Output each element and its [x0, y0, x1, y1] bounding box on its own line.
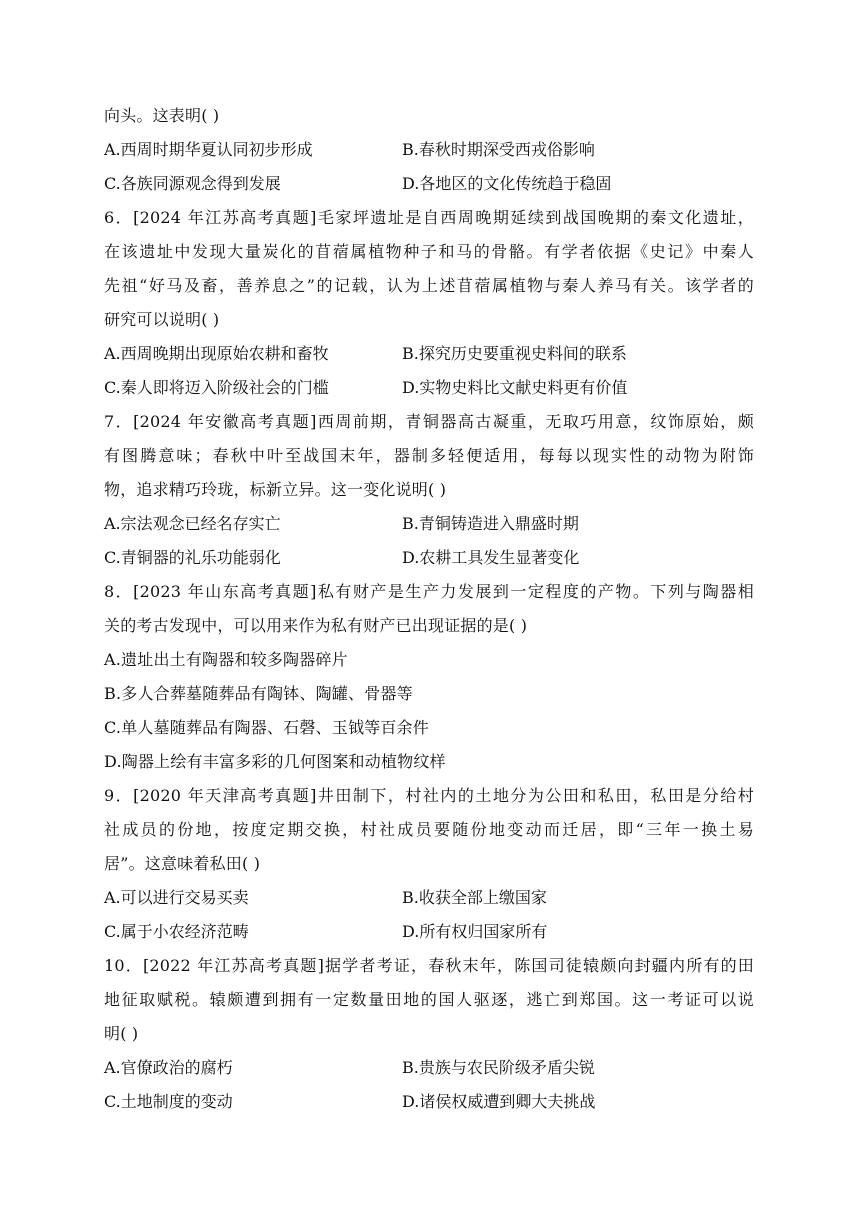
- q9-stem-line-3: 居”。这意味着私田( ): [104, 854, 261, 873]
- q7-stem-line-2: 有图腾意味；春秋中叶至战国末年，器制多轻便适用，每每以现实性的动物为附饰: [104, 446, 754, 465]
- q10-stem-line-2: 地征取赋税。辕颇遭到拥有一定数量田地的国人驱逐，逃亡到郑国。这一考证可以说: [104, 990, 754, 1009]
- q5-options-row-2: [104, 167, 754, 201]
- q9-option-a[interactable]: A.可以进行交易买卖: [104, 888, 249, 907]
- q6-stem-line-2: 在该遗址中发现大量炭化的苜蓿属植物种子和马的骨骼。有学者依据《史记》中秦人: [104, 242, 754, 261]
- q10-option-d[interactable]: D.诸侯权威遭到卿大夫挑战: [402, 1092, 596, 1111]
- q9-option-c[interactable]: C.属于小农经济范畴: [104, 922, 249, 941]
- q7-stem-line-3: 物，追求精巧玲珑，标新立异。这一变化说明( ): [104, 480, 447, 499]
- q6-stem-line-4: 研究可以说明( ): [104, 310, 220, 329]
- q5-stem-end: 向头。这表明( ): [104, 106, 220, 125]
- q5-option-b[interactable]: B.春秋时期深受西戎俗影响: [402, 140, 595, 159]
- q10-stem-line-3: 明( ): [104, 1024, 139, 1043]
- q6-option-b[interactable]: B.探究历史要重视史料间的联系: [402, 344, 627, 363]
- q8-option-c[interactable]: C.单人墓随葬品有陶器、石磬、玉钺等百余件: [104, 718, 429, 737]
- q8-stem-line-1: 8．[2023 年山东高考真题]私有财产是生产力发展到一定程度的产物。下列与陶器相: [104, 582, 754, 601]
- q10-option-b[interactable]: B.贵族与农民阶级矛盾尖锐: [402, 1058, 595, 1077]
- q9-option-d[interactable]: D.所有权归国家所有: [402, 922, 548, 941]
- q7-options-row-2: [104, 541, 754, 575]
- q8-option-a[interactable]: A.遗址出土有陶器和较多陶器碎片: [104, 650, 348, 669]
- q10-option-c[interactable]: C.土地制度的变动: [104, 1092, 233, 1111]
- q7-stem-line-1: 7．[2024 年安徽高考真题]西周前期，青铜器高古凝重，无取巧用意，纹饰原始，颇: [104, 412, 754, 431]
- q8-option-d[interactable]: D.陶器上绘有丰富多彩的几何图案和动植物纹样: [104, 752, 446, 771]
- q8-stem-line-2: 关的考古发现中，可以用来作为私有财产已出现证据的是( ): [104, 616, 528, 635]
- q6-options-row-1: [104, 337, 754, 371]
- q5-option-d[interactable]: D.各地区的文化传统趋于稳固: [402, 174, 612, 193]
- q7-option-c[interactable]: C.青铜器的礼乐功能弱化: [104, 548, 281, 567]
- q6-option-d[interactable]: D.实物史料比文献史料更有价值: [402, 378, 628, 397]
- q10-stem-line-1: 10．[2022 年江苏高考真题]据学者考证，春秋末年，陈国司徒辕颇向封疆内所有的田: [104, 956, 754, 975]
- q5-option-a[interactable]: A.西周时期华夏认同初步形成: [104, 140, 313, 159]
- q7-options-row-1: [104, 507, 754, 541]
- q9-options-row-2: [104, 915, 754, 949]
- q9-stem-line-1: 9．[2020 年天津高考真题]井田制下，村社内的土地分为公田和私田，私田是分给村: [104, 786, 754, 805]
- q6-stem-line-1: 6．[2024 年江苏高考真题]毛家坪遗址是自西周晚期延续到战国晚期的秦文化遗址，: [104, 208, 754, 227]
- q6-options-row-2: [104, 371, 754, 405]
- q10-options-row-1: [104, 1051, 754, 1085]
- q6-stem-line-3: 先祖“好马及畜，善养息之”的记载，认为上述苜蓿属植物与秦人养马有关。该学者的: [104, 276, 754, 295]
- q5-option-c[interactable]: C.各族同源观念得到发展: [104, 174, 281, 193]
- q7-option-d[interactable]: D.农耕工具发生显著变化: [402, 548, 580, 567]
- q7-option-b[interactable]: B.青铜铸造进入鼎盛时期: [402, 514, 579, 533]
- q9-options-row-1: [104, 881, 754, 915]
- q9-option-b[interactable]: B.收获全部上缴国家: [402, 888, 547, 907]
- q8-option-b[interactable]: B.多人合葬墓随葬品有陶钵、陶罐、骨器等: [104, 684, 413, 703]
- q10-options-row-2: [104, 1085, 754, 1119]
- q6-option-a[interactable]: A.西周晚期出现原始农耕和畜牧: [104, 344, 329, 363]
- q6-option-c[interactable]: C.秦人即将迈入阶级社会的门槛: [104, 378, 329, 397]
- q7-option-a[interactable]: A.宗法观念已经名存实亡: [104, 514, 281, 533]
- exam-page: [104, 99, 754, 1119]
- q5-options-row-1: [104, 133, 754, 167]
- q9-stem-line-2: 社成员的份地，按度定期交换，村社成员要随份地变动而迁居，即“三年一换土易: [104, 820, 754, 839]
- q10-option-a[interactable]: A.官僚政治的腐朽: [104, 1058, 233, 1077]
